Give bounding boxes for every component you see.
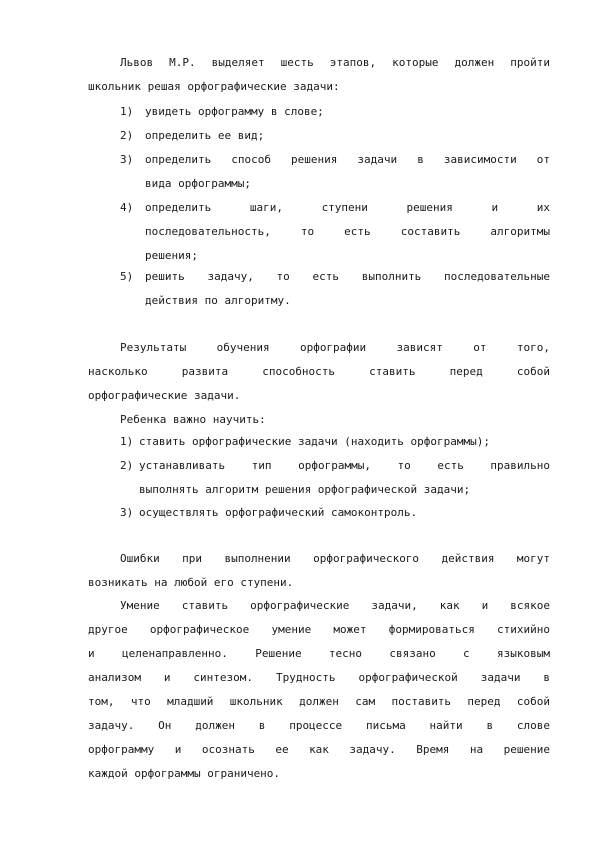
stage-5-text-line-1: решить задачу, то есть выполнить последовательные xyxy=(145,270,550,283)
skill-line-8: каждой орфограммы ограничено. xyxy=(88,767,281,780)
teach-1-number: 1) xyxy=(120,435,134,448)
stage-5-text-line-2: действия по алгоритму. xyxy=(145,294,291,307)
skill-line-5: том, что младший школьник должен сам поставить перед собой xyxy=(88,695,550,708)
stage-4-text-line-1: определить шаги, ступени решения и их xyxy=(145,201,550,214)
stage-1-number: 1) xyxy=(120,105,134,118)
stage-3-text-line-1: определить способ решения задачи в зависимости от xyxy=(145,153,550,166)
results-line-1: Результаты обучения орфографии зависят от того, xyxy=(120,341,550,354)
intro-line-2: школьник решая орфографические задачи: xyxy=(88,80,340,93)
teach-2-text-line-2: выполнять алгоритм решения орфографической задачи; xyxy=(139,483,471,496)
errors-line-1: Ошибки при выполнении орфографического действия могут xyxy=(120,552,550,565)
stage-5-number: 5) xyxy=(120,270,134,283)
stage-4-text-line-3: решения; xyxy=(145,249,198,262)
intro-line-1: Львов М.Р. выделяет шесть этапов, которые должен пройти xyxy=(120,56,550,69)
teach-2-text-line-1: устанавливать тип орфограммы, то есть правильно xyxy=(139,459,550,472)
skill-line-4: анализом и синтезом. Трудность орфографической задачи в xyxy=(88,671,550,684)
skill-line-2: другое орфографическое умение может формироваться стихийно xyxy=(88,623,550,636)
teach-1-text: ставить орфографические задачи (находить орфограммы); xyxy=(139,435,490,448)
results-line-2: насколько развита способность ставить перед собой xyxy=(88,365,550,378)
skill-line-3: и целенаправленно. Решение тесно связано с языковым xyxy=(88,647,550,660)
teach-2-number: 2) xyxy=(120,459,134,472)
teach-3-text: осуществлять орфографический самоконтроль. xyxy=(139,506,418,519)
stage-3-text-line-2: вида орфограммы; xyxy=(145,177,251,190)
stage-1-text: увидеть орфограмму в слове; xyxy=(145,105,324,118)
teach-heading: Ребенка важно научить: xyxy=(120,413,266,426)
stage-3-number: 3) xyxy=(120,153,134,166)
skill-line-7: орфограмму и осознать ее как задачу. Время на решение xyxy=(88,743,550,756)
stage-2-text: определить ее вид; xyxy=(145,129,265,142)
results-line-3: орфографические задачи. xyxy=(88,389,241,402)
stage-4-number: 4) xyxy=(120,201,134,214)
stage-2-number: 2) xyxy=(120,129,134,142)
stage-4-text-line-2: последовательность, то есть составить алгоритмы xyxy=(145,225,550,238)
teach-3-number: 3) xyxy=(120,506,134,519)
skill-line-6: задачу. Он должен в процессе письма найти в слове xyxy=(88,719,550,732)
errors-line-2: возникать на любой его ступени. xyxy=(88,576,294,589)
skill-line-1: Умение ставить орфографические задачи, как и всякое xyxy=(120,599,550,612)
